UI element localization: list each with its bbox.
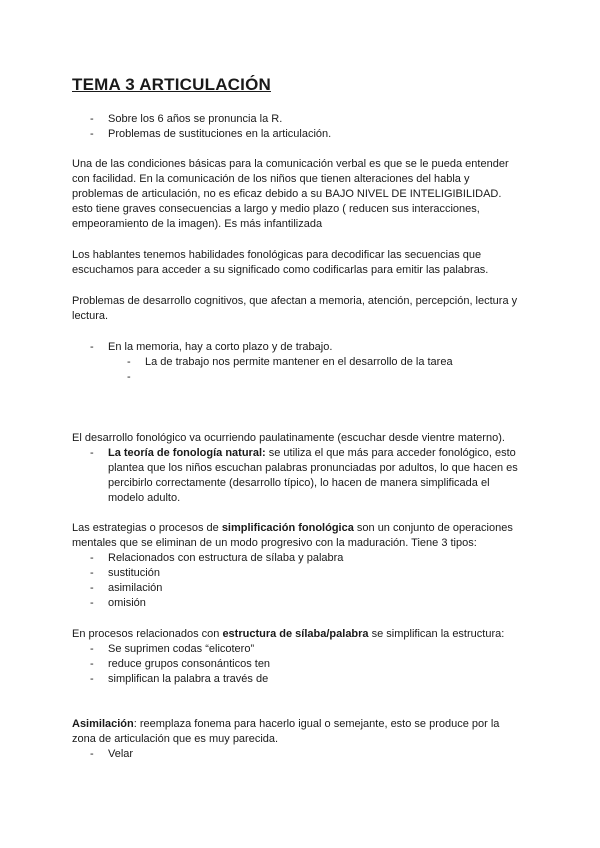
bullet-dash: - bbox=[90, 643, 94, 655]
list-item: sustitución bbox=[108, 567, 160, 579]
text-run: En procesos relacionados con bbox=[72, 628, 223, 640]
bullet-dash: - bbox=[90, 128, 94, 140]
list-item: En la memoria, hay a corto plazo y de trabajo. bbox=[108, 341, 333, 353]
page-title: TEMA 3 ARTICULACIÓN bbox=[72, 75, 271, 94]
bullet-dash: - bbox=[127, 356, 131, 368]
paragraph-line: lectura. bbox=[72, 310, 109, 322]
list-item: Velar bbox=[108, 748, 134, 760]
paragraph-line: Problemas de desarrollo cognitivos, que afectan a memoria, atención, percepción, lectura y bbox=[72, 295, 518, 307]
paragraph-line: problemas de articulación, no es eficaz debido a su BAJO NIVEL DE INTELIGIBILIDAD. bbox=[72, 188, 502, 200]
list-item: asimilación bbox=[108, 582, 163, 594]
bullet-dash: - bbox=[90, 582, 94, 594]
bullet-dash: - bbox=[90, 447, 94, 459]
list-item: reduce grupos consonánticos ten bbox=[108, 658, 271, 670]
bold-term: Asimilación bbox=[72, 718, 134, 730]
paragraph-line: zona de articulación que es muy parecida. bbox=[72, 733, 279, 745]
text-run: Las estrategias o procesos de bbox=[72, 522, 222, 534]
bullet-dash: - bbox=[90, 341, 94, 353]
sub-list-item: La de trabajo nos permite mantener en el desarrollo de la tarea bbox=[145, 356, 453, 368]
paragraph-line: mentales que se eliminan de un modo progresivo con la maduración. Tiene 3 tipos: bbox=[72, 537, 477, 549]
bold-term: simplificación fonológica bbox=[221, 522, 354, 534]
text-run: se simplifican la estructura: bbox=[368, 628, 505, 640]
bullet-dash: - bbox=[90, 673, 94, 685]
list-item: Relacionados con estructura de sílaba y palabra bbox=[108, 552, 344, 564]
paragraph-line: Una de las condiciones básicas para la comunicación verbal es que se le pueda entender bbox=[72, 158, 509, 170]
list-item: Sobre los 6 años se pronuncia la R. bbox=[108, 113, 283, 125]
list-item-text: se utiliza el que más para acceder fonológico, esto bbox=[265, 447, 516, 459]
list-item: Problemas de sustituciones en la articulación. bbox=[108, 128, 332, 140]
paragraph-line: El desarrollo fonológico va ocurriendo paulatinamente (escuchar desde vientre materno). bbox=[72, 432, 505, 444]
bullet-dash: - bbox=[90, 113, 94, 125]
paragraph-line: escuchamos para acceder a su significado como codificarlas para emitir las palabras. bbox=[72, 264, 489, 276]
list-item: omisión bbox=[108, 597, 146, 609]
text-run: : reemplaza fonema para hacerlo igual o semejante, esto se produce por la bbox=[133, 718, 500, 730]
bullet-dash: - bbox=[90, 552, 94, 564]
bullet-dash: - bbox=[127, 371, 131, 383]
text-run: son un conjunto de operaciones bbox=[353, 522, 513, 534]
bold-term: estructura de sílaba/palabra bbox=[222, 628, 369, 640]
paragraph-line: Los hablantes tenemos habilidades fonológicas para decodificar las secuencias que bbox=[72, 249, 482, 261]
paragraph-line: con facilidad. En la comunicación de los niños que tienen alteraciones del habla y bbox=[72, 173, 470, 185]
list-item bbox=[108, 446, 516, 460]
list-item-continuation: modelo adulto. bbox=[108, 492, 181, 504]
paragraph-line bbox=[72, 521, 513, 535]
list-item-continuation: plantea que los niños escuchan palabras pronunciadas por adultos, lo que hacen es bbox=[108, 462, 518, 474]
bullet-dash: - bbox=[90, 597, 94, 609]
paragraph-line: empeoramiento de la imagen). Es más infantilizada bbox=[72, 218, 323, 230]
paragraph-line bbox=[72, 627, 504, 641]
bold-term: La teoría de fonología natural: bbox=[108, 447, 266, 459]
paragraph-line bbox=[72, 717, 499, 731]
list-item-continuation: percibirlo correctamente (desarrollo típico), lo hacen de manera simplificada el bbox=[108, 477, 490, 489]
bullet-dash: - bbox=[90, 567, 94, 579]
bullet-dash: - bbox=[90, 658, 94, 670]
bullet-dash: - bbox=[90, 748, 94, 760]
list-item: simplifican la palabra a través de bbox=[108, 673, 269, 685]
list-item: Se suprimen codas “elicotero” bbox=[108, 643, 255, 655]
paragraph-line: esto tiene graves consecuencias a largo y medio plazo ( reducen sus interacciones, bbox=[72, 203, 480, 215]
